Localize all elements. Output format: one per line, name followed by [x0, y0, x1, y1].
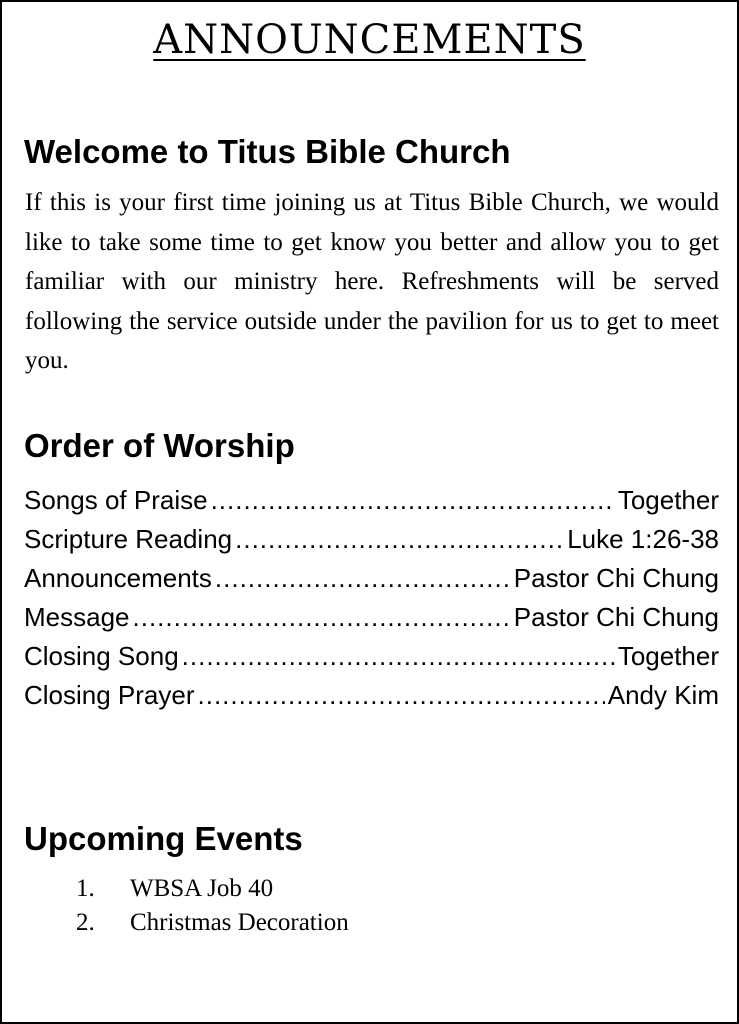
- event-label: WBSA Job 40: [130, 875, 274, 902]
- order-item-person: Pastor Chi Chung: [513, 602, 719, 632]
- order-of-worship-heading: Order of Worship: [24, 427, 295, 464]
- page-title-text: ANNOUNCEMENTS: [153, 17, 586, 63]
- dot-leader: [211, 481, 615, 520]
- order-row-closing-song: [24, 637, 719, 676]
- welcome-heading: Welcome to Titus Bible Church: [24, 133, 511, 170]
- event-label: Christmas Decoration: [130, 909, 349, 936]
- order-item-label: Closing Song: [24, 641, 179, 671]
- dot-leader: [182, 637, 615, 676]
- order-row-message: [24, 598, 719, 637]
- order-row-closing-prayer: [24, 676, 719, 715]
- order-row-songs-of-praise: [24, 481, 719, 520]
- dot-leader: [215, 559, 511, 598]
- welcome-paragraph: If this is your first time joining us at Titus Bible Church, we would like to take some time to get know you better and allow you to get familiar with our ministry here. Refreshments will be served following the service outside under the pavilion for us to get to meet you.: [25, 189, 719, 374]
- order-item-person: Andy Kim: [607, 680, 719, 710]
- dot-leader: [198, 676, 605, 715]
- order-of-worship-list: [24, 481, 719, 715]
- order-row-announcements: [24, 559, 719, 598]
- order-item-label: Message: [24, 602, 130, 632]
- event-number: 1.: [76, 875, 95, 902]
- order-item-person: Together: [617, 641, 719, 671]
- dot-leader: [235, 520, 564, 559]
- order-item-person: Together: [617, 485, 719, 515]
- page-title: [2, 16, 737, 64]
- order-row-scripture-reading: [24, 520, 719, 559]
- order-item-person: Pastor Chi Chung: [513, 563, 719, 593]
- order-item-person: Luke 1:26-38: [567, 524, 719, 554]
- order-item-label: Announcements: [24, 563, 212, 593]
- order-item-label: Closing Prayer: [24, 680, 195, 710]
- order-item-label: Scripture Reading: [24, 524, 233, 554]
- event-number: 2.: [76, 909, 95, 936]
- dot-leader: [133, 598, 511, 637]
- order-item-label: Songs of Praise: [24, 485, 208, 515]
- upcoming-events-heading: Upcoming Events: [24, 820, 303, 857]
